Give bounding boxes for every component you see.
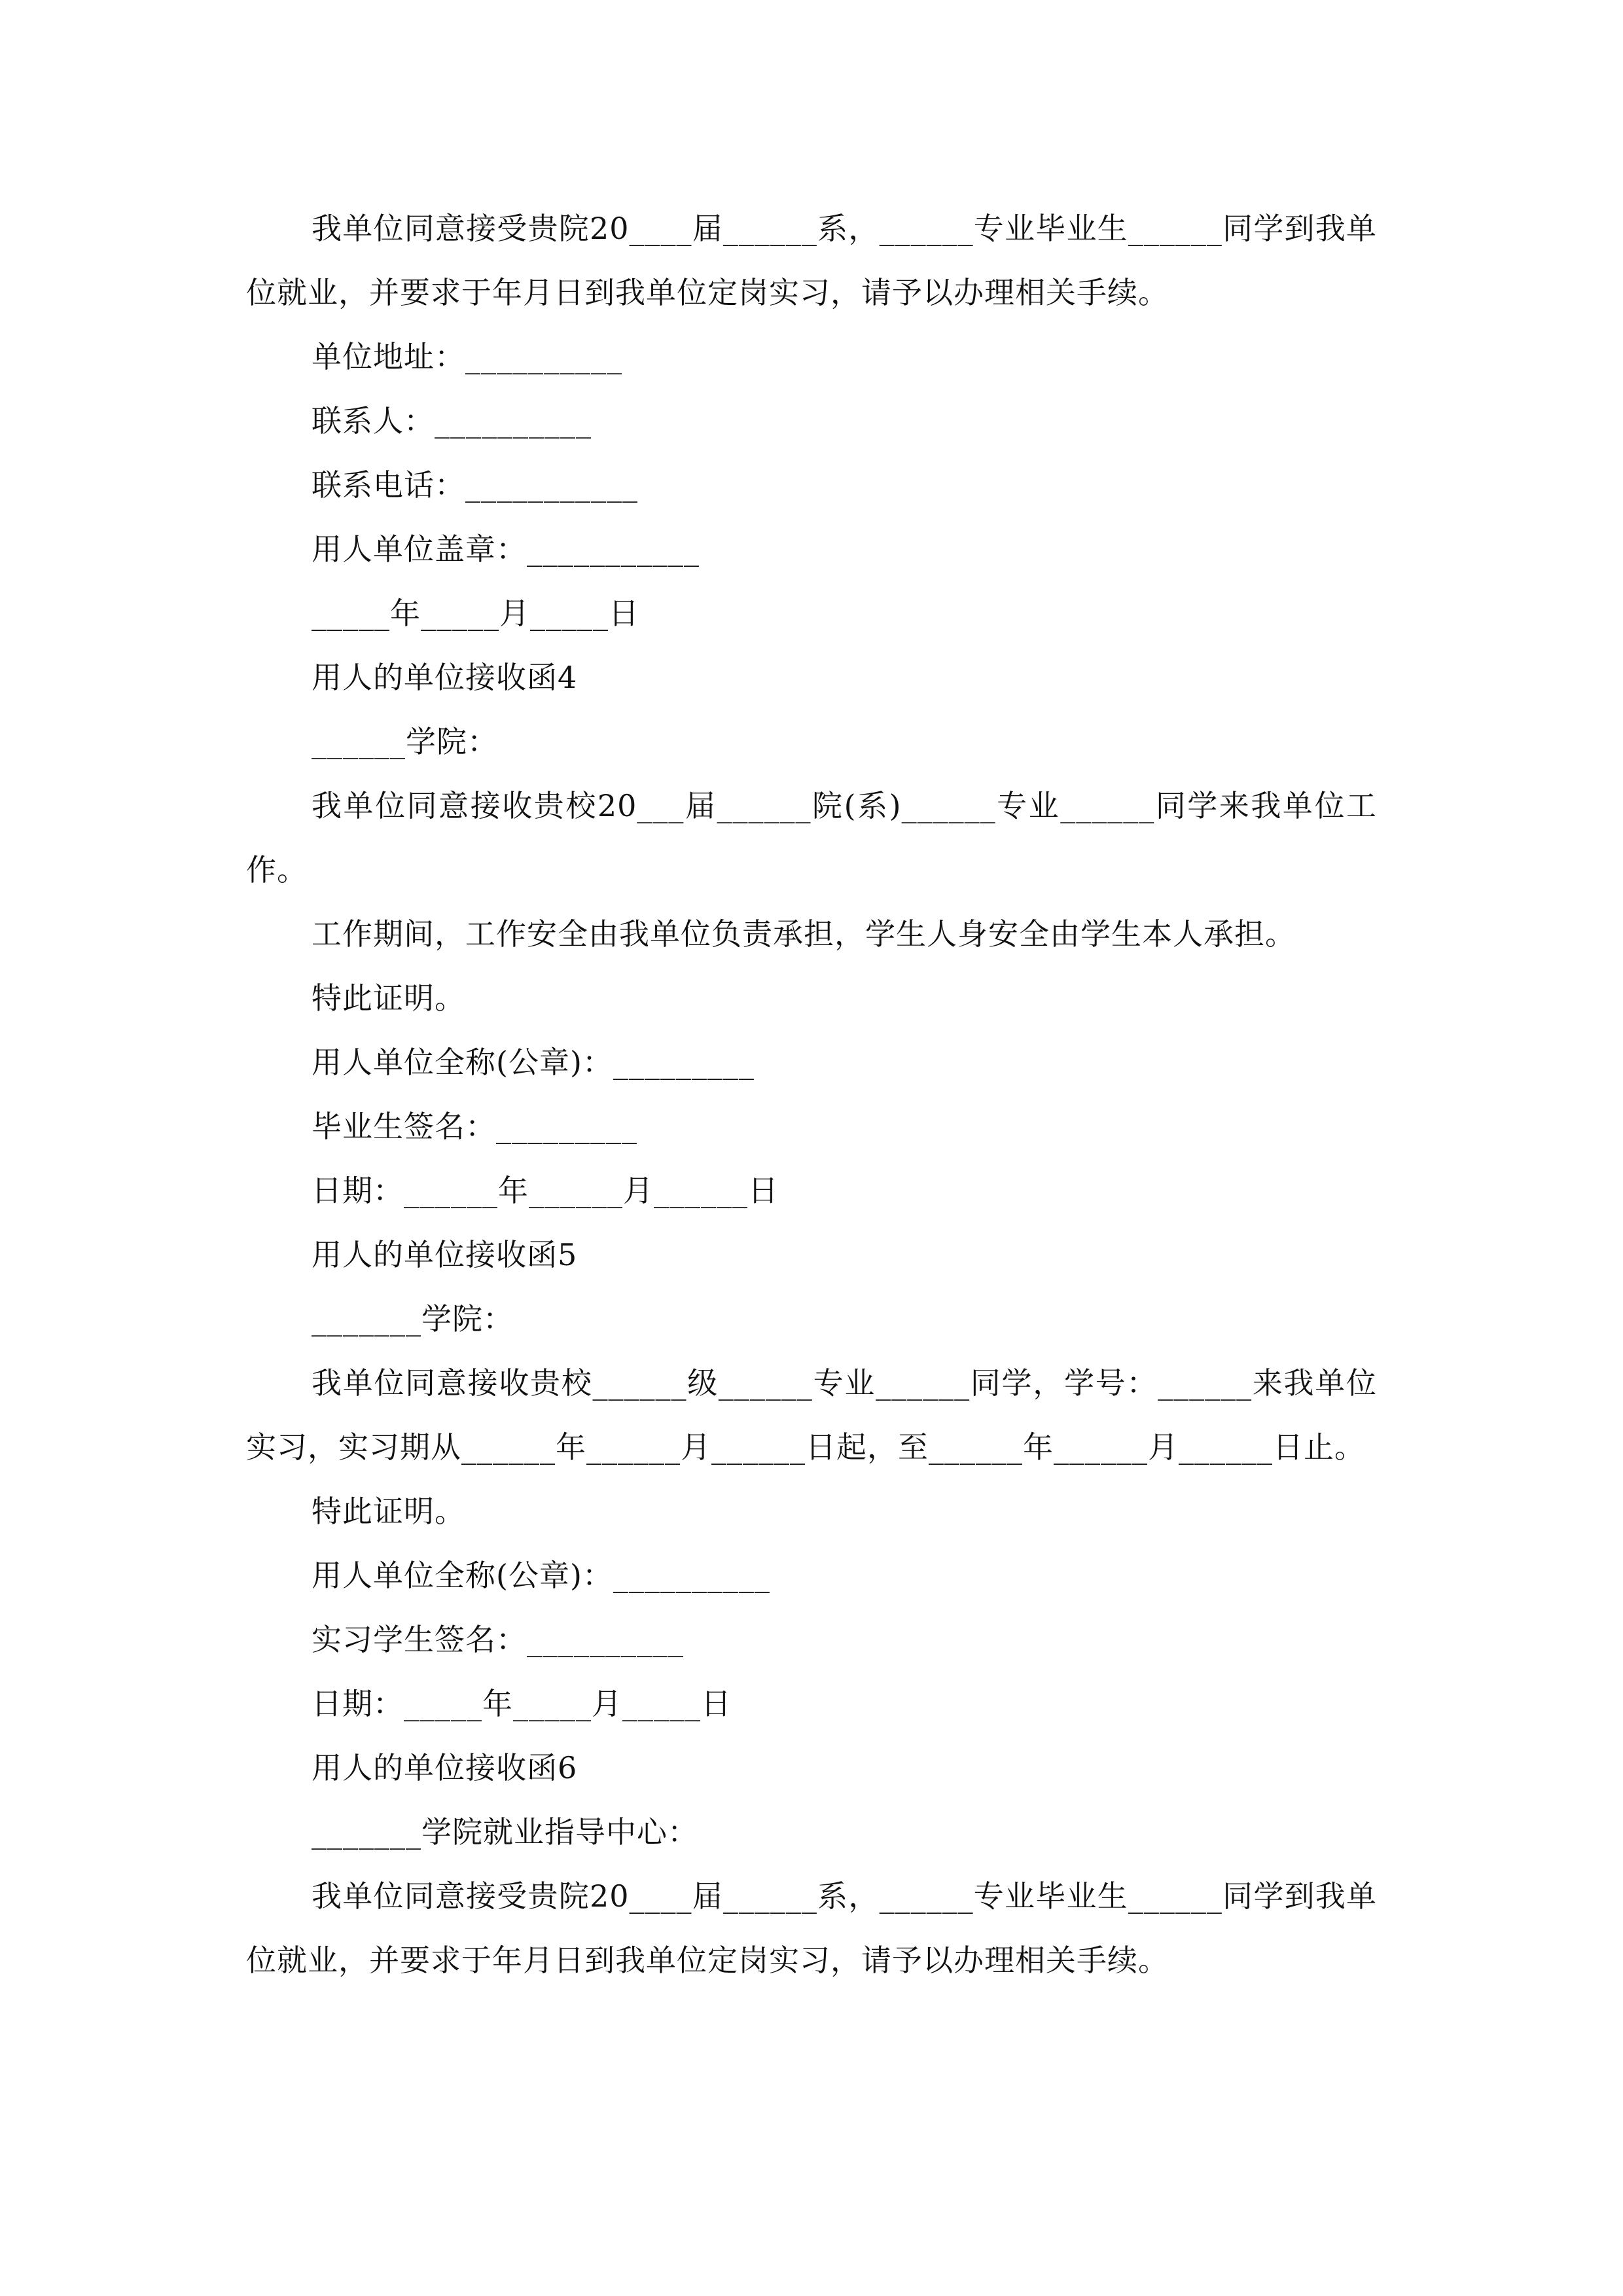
- field-contact-phone: 联系电话：___________: [312, 467, 638, 503]
- field-unit-name-seal-5: 用人单位全称(公章)：__________: [312, 1558, 770, 1593]
- document-body: [246, 196, 1377, 1992]
- paragraph-accept-employment-6: 我单位同意接受贵院20____届______系，______专业毕业生______同学到我单位就业，并要求于年月日到我单位定岗实习，请予以办理相关手续。: [246, 1878, 1377, 1978]
- certification-5: 特此证明。: [312, 1494, 465, 1529]
- section-heading-5: 用人的单位接收函5: [312, 1237, 578, 1272]
- field-date-4: 日期：______年______月______日: [312, 1173, 779, 1208]
- section-heading-6: 用人的单位接收函6: [312, 1750, 578, 1785]
- salutation-college-4: ______学院：: [312, 724, 498, 759]
- salutation-college-5: _______学院：: [312, 1301, 514, 1336]
- field-unit-address: 单位地址：__________: [312, 339, 622, 374]
- paragraph-internship-5: 我单位同意接收贵校______级______专业______同学，学号：______来我单位实习，实习期从______年______月______日起，至______年______月______日止。: [246, 1365, 1377, 1465]
- field-date-5: 日期：_____年_____月_____日: [312, 1686, 732, 1721]
- paragraph-safety-4: 工作期间，工作安全由我单位负责承担，学生人身安全由学生本人承担。: [312, 916, 1296, 952]
- paragraph-accept-employment-1: 我单位同意接受贵院20____届______系，______专业毕业生______同学到我单位就业，并要求于年月日到我单位定岗实习，请予以办理相关手续。: [246, 211, 1377, 310]
- salutation-career-center-6: _______学院就业指导中心：: [312, 1814, 698, 1850]
- field-graduate-signature-4: 毕业生签名：_________: [312, 1109, 637, 1144]
- field-contact-person: 联系人：__________: [312, 403, 592, 439]
- field-unit-name-seal-4: 用人单位全称(公章)：_________: [312, 1045, 755, 1080]
- field-unit-seal: 用人单位盖章：___________: [312, 531, 700, 567]
- field-date-1: _____年_____月_____日: [312, 596, 639, 631]
- certification-4: 特此证明。: [312, 980, 465, 1016]
- section-heading-4: 用人的单位接收函4: [312, 660, 578, 695]
- paragraph-accept-work-4: 我单位同意接收贵校20___届______院(系)______专业______同学来我单位工作。: [246, 788, 1377, 888]
- field-intern-signature-5: 实习学生签名：__________: [312, 1622, 684, 1657]
